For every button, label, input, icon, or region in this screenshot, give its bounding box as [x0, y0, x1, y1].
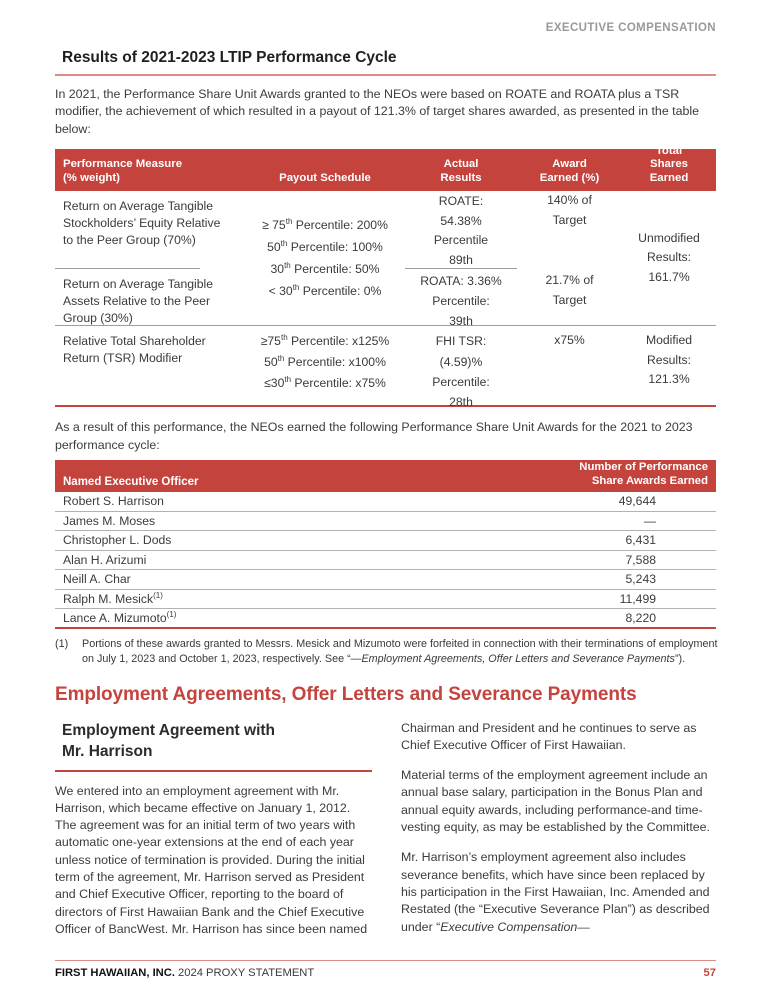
- officer-name: Alan H. Arizumi: [63, 552, 147, 567]
- actual-results-roate: [405, 191, 517, 269]
- awards-value: 49,644: [618, 494, 656, 509]
- payout-schedule-tsr: [245, 325, 405, 405]
- footer-brand: FIRST HAWAIIAN, INC.: [55, 967, 175, 979]
- body-paragraph: Chairman and President and he continues to serve as Chief Executive Officer of First Hawaiian.: [401, 720, 697, 752]
- page-number: 57: [703, 967, 716, 979]
- table-row: [55, 570, 716, 590]
- table-footnote: [55, 637, 725, 667]
- footer-doc-title: 2024 PROXY STATEMENT: [174, 967, 315, 979]
- award-line: 140% of: [547, 193, 592, 208]
- officer-name: James M. Moses: [63, 513, 156, 528]
- ltip-performance-table: [55, 144, 716, 410]
- table-row: [55, 590, 716, 610]
- footnote-text: Portions of these awards granted to Messrs. Mesick and Mizumoto were forfeited in connection with their terminations of employment on July 1, 2023 and October 1, 2023, respectively. See “—Employment Agreements, Offer Letters and Severance Payments”).: [82, 637, 718, 665]
- officer-name: Lance A. Mizumoto$^{(1)}$: [63, 609, 177, 625]
- subsection-title: [55, 720, 372, 772]
- awards-value: 7,588: [625, 552, 656, 567]
- col-header-line: Share Awards Earned: [591, 474, 708, 487]
- col-header-line: Number of Performance: [579, 461, 708, 474]
- award-line: Target: [552, 292, 587, 307]
- actual-line: ROATE:: [438, 194, 484, 209]
- total-line: 121.3%: [648, 372, 690, 387]
- awards-value: 8,220: [625, 610, 656, 625]
- measure-tsr-modifier: Relative Total Shareholder Return (TSR) Modifier: [55, 325, 245, 405]
- officer-name: Ralph M. Mesick$^{(1)}$: [63, 590, 163, 606]
- col-header-line: Actual: [443, 158, 479, 171]
- total-line: Unmodified: [638, 230, 700, 245]
- payout-line: 50th Percentile: x100%: [264, 354, 386, 370]
- payout-line: ≥75th Percentile: x125%: [260, 333, 390, 349]
- total-shares-unmodified: [622, 191, 716, 325]
- award-earned-roate: [517, 191, 622, 269]
- body-paragraph: Material terms of the employment agreement include an annual base salary, participation in the Bonus Plan and annual equity awards, including performance-and time-vesting equity, as may be established by the Committee.: [401, 768, 711, 835]
- actual-line: FHI TSR:: [435, 334, 487, 349]
- table-row: [55, 551, 716, 571]
- actual-line: ROATA: 3.36%: [420, 274, 502, 289]
- awards-value: —: [643, 513, 656, 528]
- section1-intro-paragraph: In 2021, the Performance Share Unit Awards granted to the NEOs were based on ROATE and ROATA plus a TSR modifier, the achievement of which resulted in a payout of 121.3% of target shares awarded, as presented in the table below:: [55, 87, 700, 136]
- table-row: [55, 609, 716, 629]
- actual-line: (4.59)%: [439, 354, 483, 369]
- payout-line: ≤30th Percentile: x75%: [264, 375, 386, 391]
- awards-value: 6,431: [625, 533, 656, 548]
- col-header-named-executive-officer: Named Executive Officer: [63, 476, 199, 489]
- share-awards-table: [55, 460, 716, 629]
- col-header-line: Results: [440, 171, 482, 184]
- actual-line: 28th: [449, 395, 473, 410]
- award-earned-tsr: x75%: [517, 325, 622, 405]
- table-row: [55, 492, 716, 512]
- col-header-number-of-awards: [579, 461, 708, 488]
- col-header-line: Shares: [650, 158, 688, 171]
- payout-line: 30th Percentile: 50%: [270, 261, 380, 277]
- col-header-line: Total: [655, 144, 683, 157]
- subsection-title-line: Mr. Harrison: [62, 742, 153, 760]
- actual-results-roata: [405, 269, 517, 329]
- col-header-payout-schedule: [245, 149, 405, 191]
- subsection-title-line: Employment Agreement with: [62, 721, 276, 739]
- total-line: 161.7%: [648, 269, 690, 284]
- payout-line: 50th Percentile: 100%: [267, 239, 383, 255]
- payout-line: < 30th Percentile: 0%: [268, 283, 382, 299]
- officer-name: Robert S. Harrison: [63, 494, 164, 509]
- actual-line: Percentile: [433, 233, 489, 248]
- award-line: Target: [552, 212, 587, 227]
- col-header-line: Award: [552, 158, 587, 171]
- measure-roate: Return on Average Tangible Stockholders’ Equity Relative to the Peer Group (70%): [55, 191, 245, 269]
- officer-name: Neill A. Char: [63, 572, 131, 587]
- total-line: Results:: [646, 250, 692, 265]
- payout-schedule-roate-roata: [245, 191, 405, 325]
- measure-roata: Return on Average Tangible Assets Relative to the Peer Group (30%): [63, 277, 213, 325]
- col-header-award-earned: [517, 149, 622, 191]
- two-column-body: [55, 720, 716, 949]
- award-line: 21.7% of: [545, 273, 594, 288]
- actual-line: Percentile:: [432, 294, 490, 309]
- actual-line: 54.38%: [440, 213, 482, 228]
- footer-brand-line: [55, 967, 314, 979]
- page-section-label: EXECUTIVE COMPENSATION: [545, 22, 716, 34]
- body-paragraph: Mr. Harrison’s employment agreement also includes severance benefits, which have since been replaced by his participation in the First Hawaiian, Inc. Amended and Restated (the “Executive Severance Plan”) as described under “Executive Compensation—: [401, 850, 710, 934]
- col-header-line: Performance Measure: [63, 158, 183, 171]
- col-header-performance-measure: [55, 149, 245, 191]
- col-header-line: (% weight): [63, 171, 120, 184]
- col-header-actual-results: [405, 149, 517, 191]
- section1-title: Results of 2021-2023 LTIP Performance Cycle: [55, 49, 716, 76]
- officer-name: Christopher L. Dods: [63, 533, 172, 548]
- right-column: [401, 720, 716, 949]
- payout-line: ≥ 75th Percentile: 200%: [262, 217, 388, 233]
- awards-intro-paragraph: As a result of this performance, the NEOs earned the following Performance Share Unit Awards for the 2021 to 2023 performance cycle:: [55, 420, 693, 452]
- body-paragraph: We entered into an employment agreement with Mr. Harrison, which became effective on January 1, 2012. The agreement was for an initial term of two years with automatic one-year extensions at the end of each year unless notice of termination is provided. During the initial term of the agreement, Mr. Harrison served as President and Chief Executive Officer, reporting to the board of directors of First Hawaiian Bank and the Chief Executive Officer of BancWest. Mr. Harrison has since been named: [55, 783, 368, 936]
- awards-value: 5,243: [625, 572, 656, 587]
- page-footer: [55, 960, 716, 979]
- table-row: [55, 531, 716, 551]
- actual-line: Percentile:: [432, 374, 490, 389]
- footnote-marker: (1): [55, 637, 69, 650]
- award-earned-roata: [517, 269, 622, 325]
- actual-line: 39th: [449, 314, 473, 329]
- table-row: [55, 512, 716, 532]
- total-line: Results:: [646, 352, 692, 367]
- actual-line: 89th: [449, 252, 473, 267]
- col-header-line: Payout Schedule: [279, 171, 371, 184]
- total-shares-modified: [622, 325, 716, 405]
- col-header-line: Earned: [649, 171, 689, 184]
- awards-value: 11,499: [619, 591, 656, 606]
- actual-results-tsr: [405, 325, 517, 410]
- section2-title: Employment Agreements, Offer Letters and Severance Payments: [55, 683, 637, 705]
- col-header-line: Earned (%): [539, 171, 600, 184]
- total-line: Modified: [645, 333, 693, 348]
- left-column: [55, 720, 372, 949]
- awards-table-header: [55, 460, 716, 492]
- col-header-total-shares: [622, 144, 716, 191]
